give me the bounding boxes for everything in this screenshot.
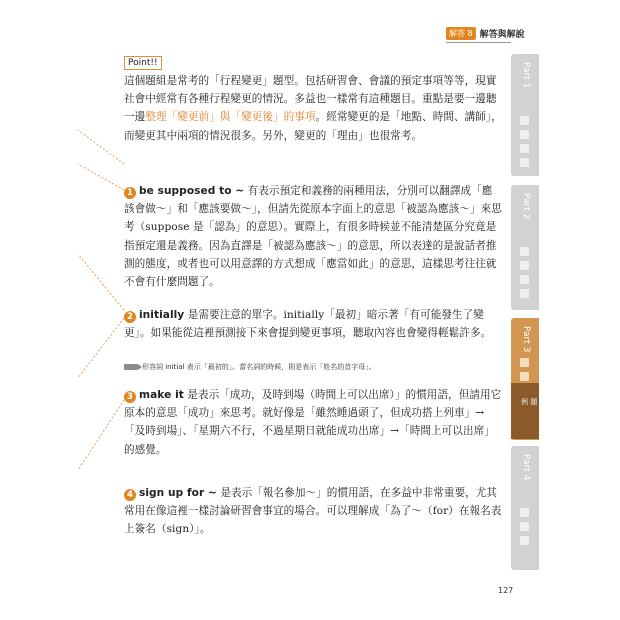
- side-tab-part-2[interactable]: [511, 185, 539, 310]
- tab-box: [520, 275, 529, 284]
- point-badge: Point!!: [124, 56, 162, 70]
- tab-box: [520, 130, 529, 139]
- item-keyword: make it: [139, 389, 184, 401]
- item-text: 是需要注意的單字。initially「最初」暗示著「有可能發生了變更」。如果能從這裡預測接下來會提到變更事項，聽取內容也會變得輕鬆許多。: [124, 309, 492, 340]
- item-number-badge: 4: [124, 489, 136, 501]
- side-tab-label: Part 2: [521, 193, 531, 220]
- tab-box: [520, 261, 529, 270]
- side-tab-label: Part 4: [521, 454, 531, 481]
- intro-text-2: 。經常變更的是「地點、時間、講師」，而變更其中兩項的情況很多。另外，變更的「理由」也很常考。: [124, 111, 502, 142]
- item-keyword: initially: [139, 309, 185, 321]
- chapter-tag: 解答 8: [446, 27, 476, 40]
- item-keyword: sign up for ~: [139, 487, 217, 499]
- tab-box: [520, 522, 529, 531]
- side-tab-label: Part 3: [521, 326, 531, 353]
- item-text: 有表示預定和義務的兩種用法，分別可以翻譯成「應該會做～」和「應該要做～」，但請先從原本字面上的意思「被認為應該～」來思考（suppose 是「認為」的意思）。實際上，有很多時候並不能清楚區分究竟是指預定還是義務。因為直譯是「被認為應該～」的意思，所以表達的是說話者推測的態度，或者也可以用意譯的方式想成「應當如此」的意思，這樣思考往往就不會有什麼問題了。: [124, 185, 502, 289]
- intro-highlight: 整理「變更前」與「變更後」的事項: [145, 111, 316, 124]
- item-number-badge: 1: [124, 187, 136, 199]
- item-number-badge: 2: [124, 311, 136, 323]
- vocab-note: [124, 362, 376, 372]
- header-title: 解答與解說: [479, 29, 525, 40]
- current-section-label: 例 題: [521, 398, 538, 406]
- item-2: [124, 306, 502, 342]
- current-section-marker: [511, 383, 539, 439]
- side-tab-part-4[interactable]: [511, 446, 539, 570]
- intro-paragraph: [124, 72, 502, 145]
- item-3: [124, 386, 502, 459]
- item-4: [124, 484, 502, 539]
- tab-box: [520, 247, 529, 256]
- tab-box: [520, 372, 529, 381]
- intro-text-1: 這個題組是常考的「行程變更」題型。包括研習會、會議的預定事項等等，現實社會中經常有各種行程變更的情況。多益也一樣常有這種題目。重點是要一邊聽一邊: [124, 75, 497, 124]
- tab-box: [520, 289, 529, 298]
- item-number-badge: 3: [124, 391, 136, 403]
- item-text: 是表示「報名參加～」的慣用語，在多益中非常重要，尤其常用在像這裡一樣討論研習會事宜的場合。可以理解成「為了～（for）在報名表上簽名（sign）」。: [124, 487, 502, 536]
- side-tab-label: Part 1: [521, 62, 531, 89]
- item-1: [124, 182, 502, 291]
- item-text: 是表示「成功，及時到場（時間上可以出席）」的慣用語，但請用它原本的意思「成功」來思考。就好像是「雖然睡過頭了，但成功搭上列車」→「及時到場」、「星期六不行，不過星期日就能成功出席」→「時間上可以出席」的感覺。: [124, 389, 502, 456]
- tab-box: [520, 536, 529, 545]
- tab-box: [520, 144, 529, 153]
- note-text: 形容詞 initial 表示「最初的」。當名詞的時候，則是表示「姓名的首字母」。: [142, 363, 376, 371]
- side-tab-part-1[interactable]: [511, 54, 539, 176]
- tab-box: [520, 358, 529, 367]
- pencil-icon: [124, 364, 138, 370]
- item-keyword: be supposed to ~: [139, 185, 245, 197]
- tab-box: [520, 116, 529, 125]
- page-number: 127: [498, 586, 514, 595]
- tab-box: [520, 158, 529, 167]
- tab-box: [520, 508, 529, 517]
